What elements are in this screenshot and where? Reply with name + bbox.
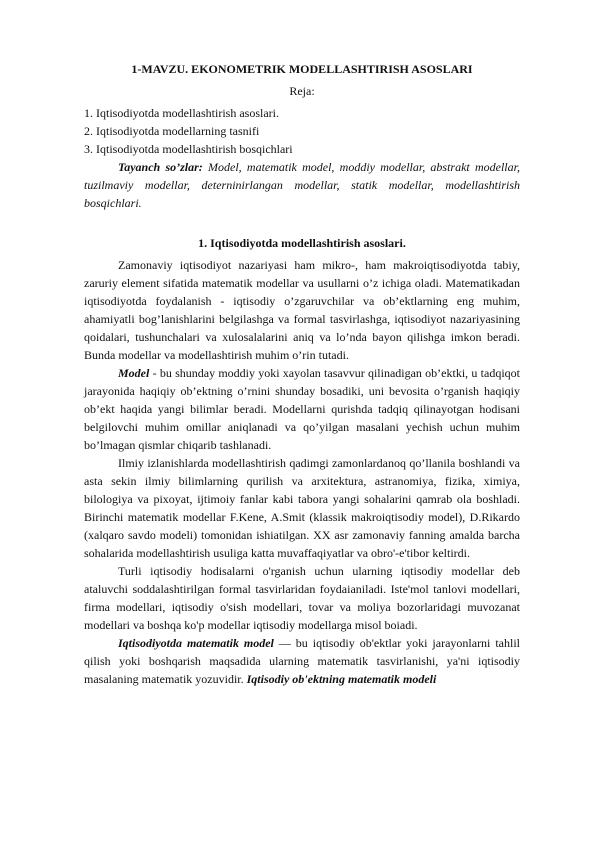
paragraph-2-text: - bu shunday moddiy yoki xayolan tasavvur qilinadigan ob’ektki, u tadqiqot jarayonida haqiqiy ob’ektning o’rnini shunday bosadiki, uni bevosita o’rganish haqiqiy ob’ekt haqida yangi bilimlar beradi. Modellarni qurishda tadqiq qilinayotgan hodisani belgilovchi muhim omillar aniqlanadi va qo’yilgan masalani yechish uchun muhim bo’lmagan qismlar chiqarib tashlanadi.: [84, 366, 520, 452]
keywords-label: Tayanch so’zlar:: [118, 160, 203, 174]
term-model: Model: [118, 366, 150, 380]
paragraph-1: Zamonaviy iqtisodiyot nazariyasi ham mikro-, ham makroiqtisodiyotda tabiy, zaruriy element sifatida matematik modellar va usullarni o’z ichiga oladi. Matematikadan iqtisodiyotda foydalanish - iqtisodiy o’zgaruvchilar va ob’ektlarning eng muhim, ahamiyatli bog’lanishlarini belgilashga va formal tasvirlashga, iqtisodiyot nazariyasining qoidalari, tushunchalari va xulosalalarini aniq va lo’nda bayon qilishga imkon beradi. Bunda modellar va modellashtirish muhim o’rin tutadi.: [84, 258, 520, 362]
term-math-model: Iqtisodiyotda matematik model: [118, 636, 274, 650]
keywords-text: Model, matematik model, moddiy modellar, abstrakt modellar, tuzilmaviy modellar, deterninirlangan modellar, statik modellar, modellashtirish bosqichlari.: [84, 160, 520, 210]
paragraph-5-tail: Iqtisodiy ob'ektning matematik modeli: [246, 672, 437, 686]
paragraph-2: [84, 364, 520, 454]
document-title: 1-MAVZU. EKONOMETRIK MODELLASHTIRISH ASOSLARI: [131, 62, 473, 76]
plan-item: 3. Iqtisodiyotda modellashtirish bosqichlari: [84, 142, 293, 156]
plan-heading: Reja:: [289, 84, 315, 98]
keywords-paragraph: [84, 158, 520, 212]
plan-item: 1. Iqtisodiyotda modellashtirish asoslari.: [84, 106, 279, 120]
paragraph-5-text: — bu iqtisodiy ob'ektlar yoki jarayonlarni tahlil qilish yoki boshqarish maqsadida ularning matematik tasvirlanishi, ya'ni iqtisodiy masalaning matematik yozuvidir.: [84, 636, 521, 686]
document-page: [84, 60, 520, 688]
paragraph-4: Turli iqtisodiy hodisalarni o'rganish uchun ularning iqtisodiy modellar deb ataluvchi soddalashtirilgan formal tasvirlaridan foydaianiladi. Iste'mol tanlovi modellari, firma modellari, iqtisodiy o'sish modellari, tovar va moliya bozorlaridagi muvozanat modellari va boshqa ko'p modellar iqtisodiy modellarga misol boiadi.: [84, 564, 520, 632]
paragraph-3: Ilmiy izlanishlarda modellashtirish qadimgi zamonlardanoq qo’llanila boshlandi va asta sekin ilmiy bilimlarning qurilish va arxitektura, astranomiya, fizika, ximiya, bilologiya va pixoyat, ijtimoiy fanlar kabi tabora yangi sohalarini qamrab ola boshladi. Birinchi matematik modellar F.Kene, A.Smit (klassik makroiqtisodiy model), D.Rikardo (xalqaro savdo modeli) tomonidan ishiatilgan. XX asr zamonaviy fanning amalda barcha sohalarida modellashtirish usuliga katta muvaffaqiyatlar va obro'-e'tibor keltirdi.: [84, 456, 520, 560]
plan-item: 2. Iqtisodiyotda modellarning tasnifi: [84, 124, 260, 138]
plan-list: [84, 104, 520, 158]
paragraph-5: [84, 634, 520, 688]
section-heading: 1. Iqtisodiyotda modellashtirish asoslari.: [198, 236, 406, 250]
